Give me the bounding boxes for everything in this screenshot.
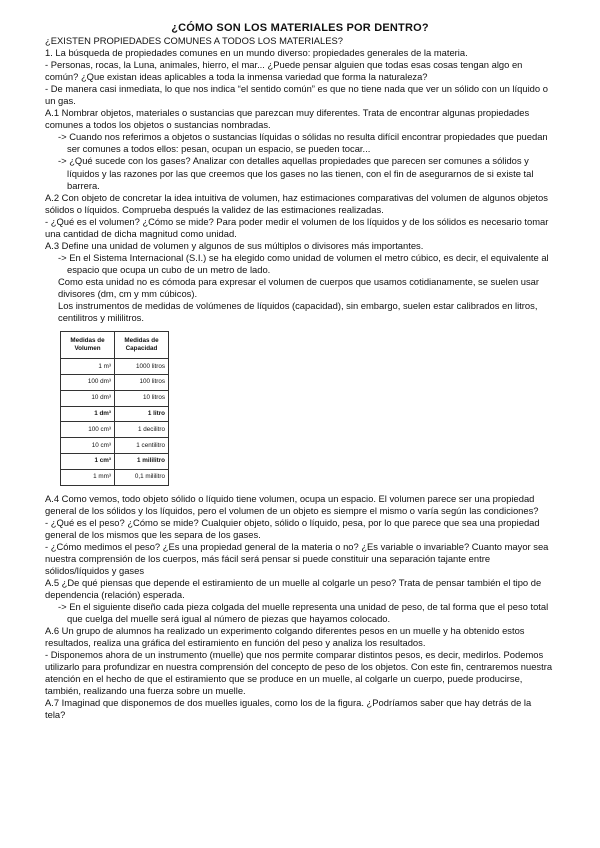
table-row	[61, 422, 169, 438]
table-row	[61, 374, 169, 390]
table-row	[61, 390, 169, 406]
volume-cell: 10 dm³	[61, 390, 115, 406]
activity-a5-bullet-1: -> En el siguiente diseño cada pieza colgada del muelle representa una unidad de peso, de tal forma que el peso total que cuelga del muelle será igual al número de piezas que hayamos colocado.	[58, 600, 549, 624]
capacity-cell: 0,1 mililitro	[115, 469, 169, 485]
volume-cell: 1 m³	[61, 359, 115, 375]
header-capacity: Medidas de Capacidad	[115, 332, 169, 359]
activity-a1: A.1 Nombrar objetos, materiales o sustancias que parezcan muy diferentes. Trata de encontrar algunas propiedades comunes a todos los objetos o sustancias nombradas.	[45, 107, 530, 131]
activity-a3: A.3 Define una unidad de volumen y algunos de sus múltiplos o divisores más importantes.	[45, 239, 424, 251]
volume-cell: 1 dm³	[61, 406, 115, 422]
activity-a4: A.4 Como vemos, todo objeto sólido o líquido tiene volumen, ocupa un espacio. El volumen parece ser una propiedad general de los sólidos y los líquidos, pero el volumen de un objeto es siempre el mismo o varía según las condiciones?	[45, 492, 539, 516]
table-row	[61, 453, 169, 469]
document-body	[45, 35, 553, 721]
activity-a3-paragraph-2: Como esta unidad no es cómoda para expresar el volumen de cuerpos que usamos cotidianamente, se suelen usar divisores (dm, cm y mm cúbicos).	[58, 275, 540, 299]
page-title: ¿CÓMO SON LOS MATERIALES POR DENTRO?	[171, 22, 429, 34]
activity-a7: A.7 Imaginad que disponemos de dos muelles iguales, como los de la figura. ¿Podríamos saber que hay detrás de la tela?	[45, 697, 532, 721]
activity-a1-bullet-1: -> Cuando nos referimos a objetos o sustancias líquidas o sólidas no resulta difícil encontrar propiedades que puedan ser comunes a todos ellos: pesan, ocupan un espacio, se pueden tocar...	[58, 131, 548, 155]
capacity-cell: 1 litro	[115, 406, 169, 422]
volume-cell: 10 cm³	[61, 438, 115, 454]
section-heading: ¿EXISTEN PROPIEDADES COMUNES A TODOS LOS MATERIALES?	[45, 35, 343, 46]
volume-cell: 1 mm³	[61, 469, 115, 485]
volume-capacity-table	[60, 331, 169, 485]
activity-a2: A.2 Con objeto de concretar la idea intuitiva de volumen, haz estimaciones comparativas del volumen de algunos objetos sólidos o líquidos. Comprueba después la validez de las estimaciones realizadas.	[45, 191, 548, 215]
volume-cell: 100 dm³	[61, 374, 115, 390]
paragraph-7: - Disponemos ahora de un instrumento (muelle) que nos permite comparar distintos pesos, es decir, medirlos. Podemos utilizarlo para profundizar en nuestra comprensión del concepto de peso de los objetos. Con este fin, centraremos nuestra atención en el hecho de que el estiramiento que se produce en un muelle, al colgarle un cuerpo, puede producirse, también, realizando una fuerza sobre un muelle.	[45, 649, 553, 697]
volume-capacity-table-wrapper	[60, 331, 553, 485]
table-row	[61, 469, 169, 485]
table-row	[61, 438, 169, 454]
activity-a5: A.5 ¿De qué piensas que depende el estiramiento de un muelle al colgarle un peso? Trata de pensar también el tipo de dependencia (relación) esperada.	[45, 576, 542, 600]
table-body	[61, 359, 169, 485]
paragraph-6: - ¿Cómo medimos el peso? ¿Es una propiedad general de la materia o no? ¿Es variable o invariable? Cuanto mayor sea nuestra comprensión de los cuerpos, más fácil será pensar si puede constituir una separación tajante entre sólidos/líquidos y gases	[45, 540, 549, 576]
activity-a6: A.6 Un grupo de alumnos ha realizado un experimento colgando diferentes pesos en un muelle y ha obtenido estos resultados, realiza una gráfica del estiramiento en función del peso y analiza los resultados.	[45, 625, 525, 649]
capacity-cell: 100 litros	[115, 374, 169, 390]
paragraph-4: - ¿Qué es el volumen? ¿Cómo se mide? Para poder medir el volumen de los líquidos y de los sólidos es necesario tomar una cantidad de dicha magnitud como unidad.	[45, 215, 549, 239]
capacity-cell: 1 mililitro	[115, 453, 169, 469]
volume-cell: 100 cm³	[61, 422, 115, 438]
table-row	[61, 359, 169, 375]
capacity-cell: 10 litros	[115, 390, 169, 406]
paragraph-5: - ¿Qué es el peso? ¿Cómo se mide? Cualquier objeto, sólido o líquido, pesa, por lo que parece que sea una propiedad general de los mismos que les separa de los gases.	[45, 516, 540, 540]
paragraph-2: - Personas, rocas, la Luna, animales, hierro, el mar... ¿Puede pensar alguien que todas esas cosas tengan algo en común? ¿Que existan ideas aplicables a toda la inmensa variedad que forma la naturaleza?	[45, 59, 523, 83]
table-row	[61, 406, 169, 422]
paragraph-1: 1. La búsqueda de propiedades comunes en un mundo diverso: propiedades generales de la materia.	[45, 47, 468, 59]
capacity-cell: 1 centilitro	[115, 438, 169, 454]
activity-a3-bullet-1: -> En el Sistema Internacional (S.I.) se ha elegido como unidad de volumen el metro cúbico, es decir, el equivalente al espacio que ocupa un cubo de un metro de lado.	[58, 251, 549, 275]
volume-cell: 1 cm³	[61, 453, 115, 469]
capacity-cell: 1 decilitro	[115, 422, 169, 438]
table-header-row	[61, 332, 169, 359]
paragraph-3: - De manera casi inmediata, lo que nos indica “el sentido común” es que no tiene nada que ver un sólido con un líquido o un gas.	[45, 83, 548, 107]
activity-a3-paragraph-3: Los instrumentos de medidas de volúmenes de líquidos (capacidad), sin embargo, suelen estar calibrados en litros, centilitros y mililitros.	[58, 300, 538, 324]
capacity-cell: 1000 litros	[115, 359, 169, 375]
header-volume: Medidas de Volumen	[61, 332, 115, 359]
activity-a1-bullet-2: -> ¿Qué sucede con los gases? Analizar con detalles aquellas propiedades que parecen ser comunes a sólidos y líquidos y las razones por las que creemos que los gases no las tienen, con el fin de asegurarnos de si existe tal barrera.	[58, 155, 534, 191]
